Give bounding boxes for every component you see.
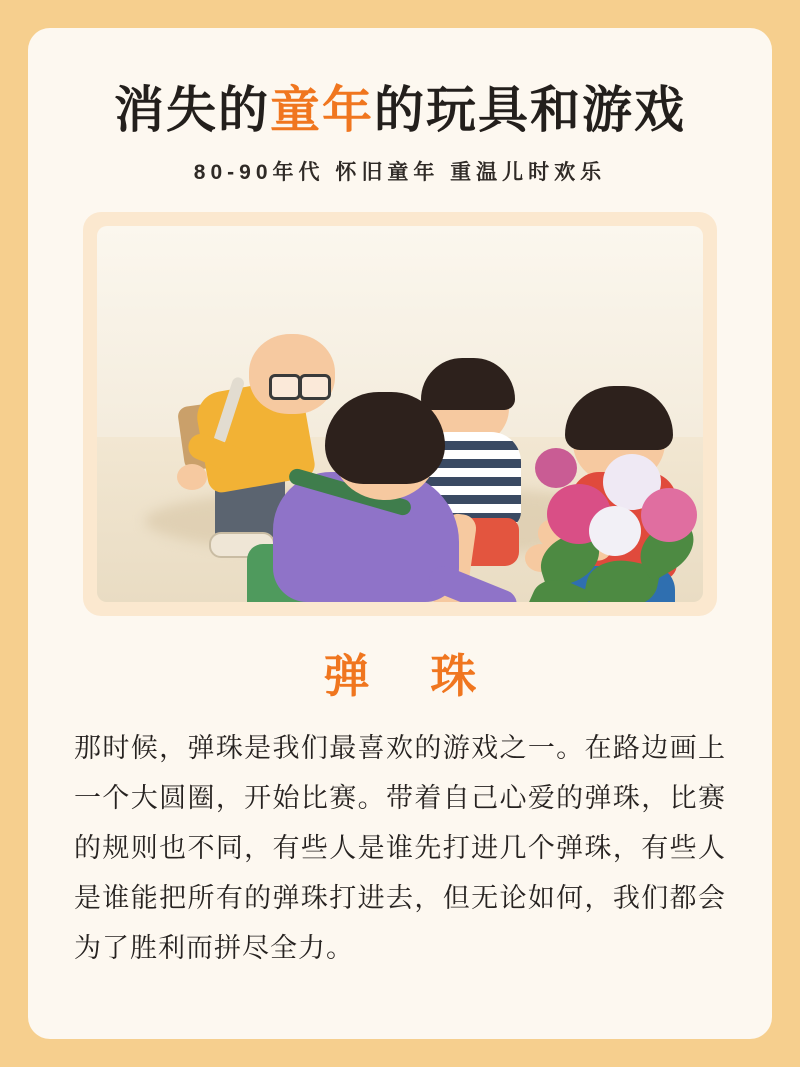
illustration-frame	[83, 212, 717, 616]
flower-icon	[589, 506, 641, 556]
flower-icon	[535, 448, 577, 488]
title-text-after: 的玩具和游戏	[374, 82, 686, 138]
flower-icon	[641, 488, 697, 542]
page-subtitle: 80-90年代 怀旧童年 重温儿时欢乐	[193, 161, 607, 184]
body-paragraph: 那时候，弹珠是我们最喜欢的游戏之一。在路边画上一个大圆圈，开始比赛。带着自己心爱的弹珠，比赛的规则也不同，有些人是谁先打进几个弹珠，有些人是谁能把所有的弹珠打进去，但无论如何，我们都会为了胜利而拼尽全力。	[74, 733, 726, 963]
title-text-before: 消失的	[114, 82, 270, 138]
figure-boy2-hair	[325, 392, 445, 484]
figure-boy1-hand	[177, 464, 207, 490]
glasses-icon	[269, 374, 301, 400]
figure-boy3-hair	[421, 358, 515, 410]
figure-boy1-hair	[243, 326, 339, 376]
glasses-icon	[299, 374, 331, 400]
flower-bush	[529, 440, 703, 602]
illustration-marbles-scene	[97, 226, 703, 602]
poster-card	[28, 28, 772, 1039]
title-text-highlight: 童年	[270, 82, 374, 138]
page-title	[28, 28, 772, 142]
game-name-heading: 弹 珠	[323, 650, 501, 702]
